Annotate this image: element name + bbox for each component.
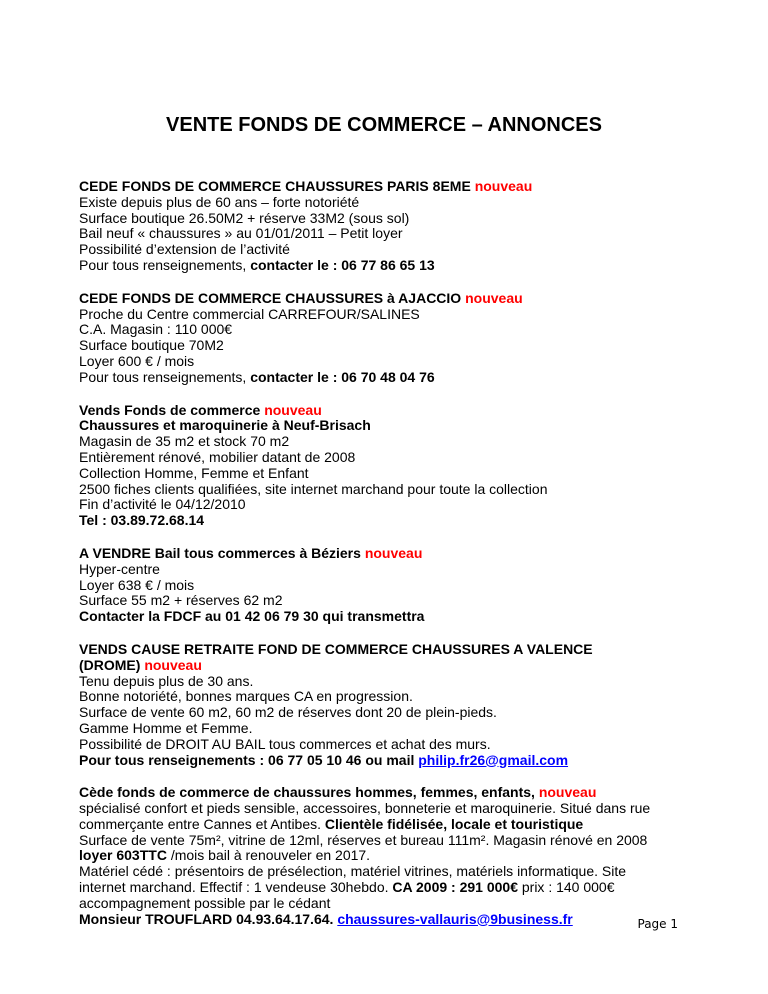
listing-line: Gamme Homme et Femme.	[79, 719, 253, 736]
listing-highlight: Clientèle fidélisée, locale et touristique	[324, 815, 584, 832]
listing-line: Surface boutique 26.50M2 + réserve 33M2 (sous sol)	[79, 209, 410, 226]
heading-comma: ,	[531, 784, 535, 801]
listing-vallauris	[79, 785, 699, 927]
listing-heading-cont: (DROME)	[79, 656, 141, 673]
listing-line: Bail neuf « chaussures » au 01/01/2011 – Petit loyer	[79, 225, 403, 242]
listing-neuf-brisach	[79, 403, 699, 529]
listing-line: Loyer 600 € / mois	[79, 352, 195, 369]
listing-line: Bonne notoriété, bonnes marques CA en progression.	[79, 688, 413, 705]
listing-line: Loyer 638 € / mois	[79, 576, 195, 593]
listing-line: Matériel cédé : présentoirs de présélection, matériel vitrines, matériels informatique. Site	[79, 863, 627, 880]
listing-line: Fin d’activité le 04/12/2010	[79, 496, 246, 513]
listing-heading: Vends Fonds de commerce	[79, 401, 261, 418]
new-badge: nouveau	[364, 544, 423, 561]
listing-line: Collection Homme, Femme et Enfant	[79, 464, 309, 481]
listing-line: Surface boutique 70M2	[79, 337, 224, 354]
new-badge: nouveau	[474, 178, 533, 194]
listing-line: internet marchand. Effectif : 1 vendeuse 30hebdo.	[79, 879, 389, 896]
contact-phone: contacter le : 06 70 48 04 76	[250, 368, 435, 385]
listing-line: Hyper-centre	[79, 560, 160, 577]
listing-line: Existe depuis plus de 60 ans – forte notoriété	[79, 193, 360, 210]
listing-line: Possibilité de DROIT AU BAIL tous commerces et achat des murs.	[79, 735, 491, 752]
listing-ajaccio	[79, 291, 699, 386]
listing-line: /mois bail à renouveler en 2017.	[170, 847, 371, 864]
contact-phone: Contacter la FDCF au 01 42 06 79 30 qui transmettra	[79, 608, 425, 625]
listing-ca: CA 2009 : 291 000€	[392, 879, 518, 896]
listing-line: Proche du Centre commercial CARREFOUR/SALINES	[79, 305, 420, 322]
listing-heading: A VENDRE Bail tous commerces à Béziers	[79, 544, 361, 561]
listing-price: prix : 140 000€	[521, 879, 615, 896]
contact-phone: Pour tous renseignements : 06 77 05 10 46 ou mail	[79, 751, 415, 768]
listing-heading: Cède fonds de commerce de chaussures hommes, femmes, enfants	[79, 784, 532, 801]
listing-line: Magasin de 35 m2 et stock 70 m2	[79, 433, 290, 450]
listing-line: C.A. Magasin : 110 000€	[79, 321, 233, 338]
listing-line: Entièrement rénové, mobilier datant de 2008	[79, 448, 356, 465]
contact-phone: contacter le : 06 77 86 65 13	[250, 256, 435, 273]
contact-prefix: Pour tous renseignements,	[79, 368, 247, 385]
new-badge: nouveau	[144, 656, 202, 673]
page-number: Page 1	[637, 917, 678, 931]
listing-line: 2500 fiches clients qualifiées, site internet marchand pour toute la collection	[79, 480, 548, 497]
listing-heading: CEDE FONDS DE COMMERCE CHAUSSURES à AJACCIO	[79, 289, 462, 306]
contact-phone: Monsieur TROUFLARD 04.93.64.17.64.	[79, 910, 334, 927]
page-title: VENTE FONDS DE COMMERCE – ANNONCES	[166, 114, 602, 136]
listings	[79, 179, 699, 944]
listing-line: commerçante entre Cannes et Antibes.	[79, 815, 322, 832]
listing-line: Surface de vente 60 m2, 60 m2 de réserves dont 20 de plein-pieds.	[79, 704, 497, 721]
listing-heading: CEDE FONDS DE COMMERCE CHAUSSURES PARIS 8EME	[79, 178, 471, 194]
listing-rent: loyer 603TTC	[79, 847, 167, 864]
new-badge: nouveau	[538, 784, 597, 801]
new-badge: nouveau	[264, 401, 322, 418]
listing-valence	[79, 642, 699, 768]
contact-prefix: Pour tous renseignements,	[79, 256, 247, 273]
new-badge: nouveau	[465, 289, 523, 306]
listing-line: Tenu depuis plus de 30 ans.	[79, 672, 254, 689]
contact-phone: Tel : 03.89.72.68.14	[79, 512, 205, 529]
listing-paris	[79, 179, 699, 274]
listing-line: Surface de vente 75m², vitrine de 12ml, réserves et bureau 111m². Magasin rénové en 2008	[79, 831, 648, 848]
listing-line: Surface 55 m2 + réserves 62 m2	[79, 592, 283, 609]
listing-subheading: Chaussures et maroquinerie à Neuf-Brisach	[79, 417, 371, 434]
listing-line: Possibilité d’extension de l’activité	[79, 241, 290, 258]
email-link[interactable]: chaussures-vallauris@9business.fr	[337, 910, 573, 927]
listing-heading: VENDS CAUSE RETRAITE FOND DE COMMERCE CHAUSSURES A VALENCE	[79, 640, 593, 657]
listing-line: accompagnement possible par le cédant	[79, 894, 331, 911]
email-link[interactable]: philip.fr26@gmail.com	[418, 751, 569, 768]
listing-beziers	[79, 546, 699, 625]
listing-line: spécialisé confort et pieds sensible, accessoires, bonneterie et maroquinerie. Situé dans rue	[79, 800, 651, 817]
